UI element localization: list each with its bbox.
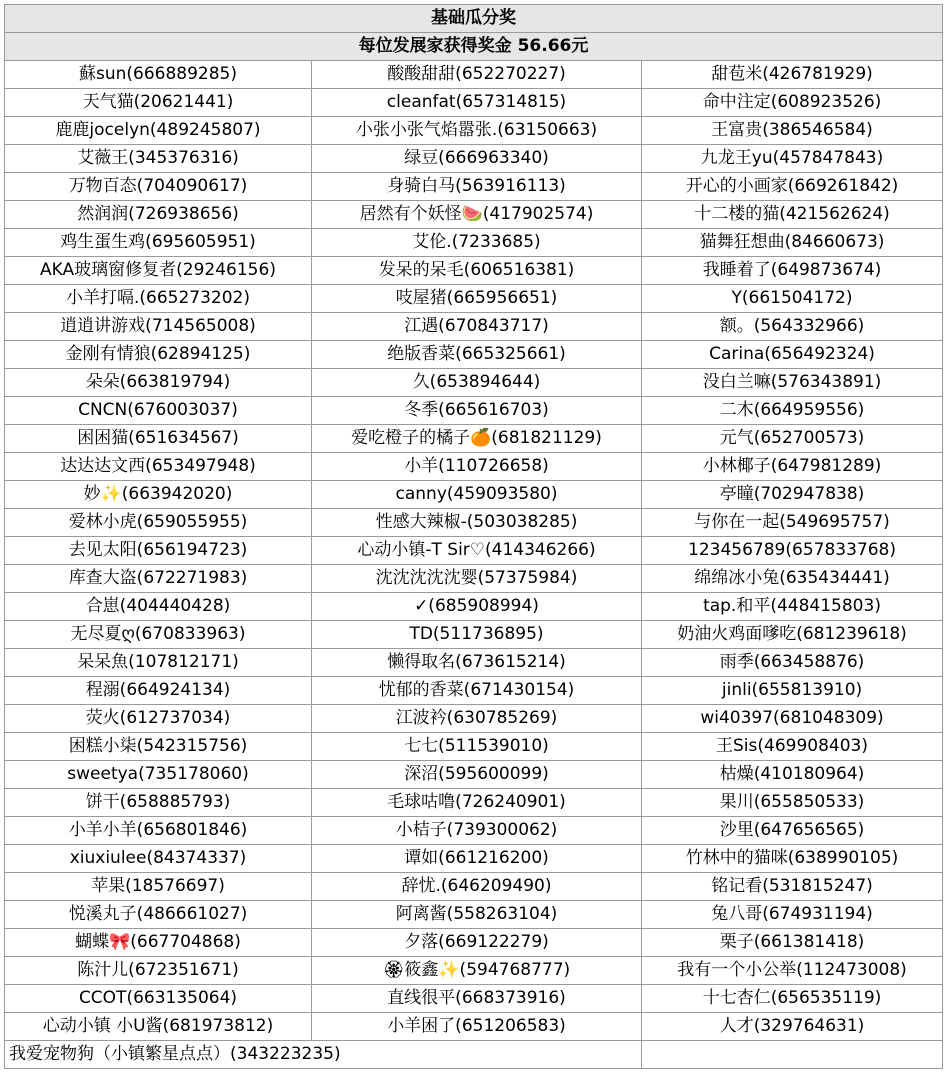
- table-row: [5, 425, 943, 453]
- sheet-subtitle: 每位发展家获得奖金 56.66元: [5, 33, 943, 61]
- name-cell: 饼干(658885793): [5, 789, 312, 817]
- name-cell: 枯燥(410180964): [642, 761, 943, 789]
- table-row: [5, 649, 943, 677]
- name-cell: 蘇sun(666889285): [5, 61, 312, 89]
- sheet-title: 基础瓜分奖: [5, 5, 943, 33]
- name-cell: 十七杏仁(656535119): [642, 985, 943, 1013]
- name-cell: 甜苞米(426781929): [642, 61, 943, 89]
- name-cell: 沙里(647656565): [642, 817, 943, 845]
- table-row: [5, 369, 943, 397]
- name-cell: 奶油火鸡面嗲吃(681239618): [642, 621, 943, 649]
- empty-cell: [642, 1041, 943, 1069]
- name-cell: 我有一个小公举(112473008): [642, 957, 943, 985]
- name-cell: 王富贵(386546584): [642, 117, 943, 145]
- name-cell: 亭瞳(702947838): [642, 481, 943, 509]
- table-row: [5, 873, 943, 901]
- table-row: [5, 285, 943, 313]
- name-cell: 小林椰子(647981289): [642, 453, 943, 481]
- table-row: [5, 789, 943, 817]
- name-cell: 九龙王yu(457847843): [642, 145, 943, 173]
- name-cell: 123456789(657833768): [642, 537, 943, 565]
- name-cell: 开心的小画家(669261842): [642, 173, 943, 201]
- name-cell: 忧郁的香菜(671430154): [312, 677, 642, 705]
- name-cell: 深沼(595600099): [312, 761, 642, 789]
- table-row: [5, 733, 943, 761]
- table-row: [5, 201, 943, 229]
- name-cell: 艾薇王(345376316): [5, 145, 312, 173]
- table-row: [5, 593, 943, 621]
- name-cell: 程溺(664924134): [5, 677, 312, 705]
- name-cell: 小张小张气焰嚣张.(63150663): [312, 117, 642, 145]
- name-cell: 艾伦.(7233685): [312, 229, 642, 257]
- name-cell: 绵绵冰小兔(635434441): [642, 565, 943, 593]
- name-cell: 发呆的呆毛(606516381): [312, 257, 642, 285]
- name-cell: 心动小镇-T Sir♡(414346266): [312, 537, 642, 565]
- name-cell: 陈汁儿(672351671): [5, 957, 312, 985]
- table-row: [5, 845, 943, 873]
- name-cell: 兔八哥(674931194): [642, 901, 943, 929]
- table-row: [5, 397, 943, 425]
- table-row: [5, 117, 943, 145]
- name-cell: 爱林小虎(659055955): [5, 509, 312, 537]
- name-cell: 辞忧.(646209490): [312, 873, 642, 901]
- name-cell: 困糕小柒(542315756): [5, 733, 312, 761]
- name-cell: 额。(564332966): [642, 313, 943, 341]
- name-cell: 栗子(661381418): [642, 929, 943, 957]
- name-cell: 性感大辣椒-(503038285): [312, 509, 642, 537]
- name-cell: 🏵筱鑫✨(594768777): [312, 957, 642, 985]
- last-row: [5, 1041, 943, 1069]
- name-cell: 久(653894644): [312, 369, 642, 397]
- table-row: [5, 145, 943, 173]
- name-cell: 小羊(110726658): [312, 453, 642, 481]
- name-cell: 绝版香菜(665325661): [312, 341, 642, 369]
- name-cell: 鸡生蛋生鸡(695605951): [5, 229, 312, 257]
- table-row: [5, 173, 943, 201]
- name-cell: 谭如(661216200): [312, 845, 642, 873]
- title-row: [5, 5, 943, 33]
- table-row: [5, 257, 943, 285]
- name-cell: 猫舞狂想曲(84660673): [642, 229, 943, 257]
- name-cell: 酸酸甜甜(652270227): [312, 61, 642, 89]
- table-row: [5, 453, 943, 481]
- name-cell: 懒得取名(673615214): [312, 649, 642, 677]
- name-cell: 我睡着了(649873674): [642, 257, 943, 285]
- name-cell: 小羊困了(651206583): [312, 1013, 642, 1041]
- name-cell: 冬季(665616703): [312, 397, 642, 425]
- name-cell: 无尽夏ღ(670833963): [5, 621, 312, 649]
- name-cell: canny(459093580): [312, 481, 642, 509]
- name-cell: 小羊打嗝.(665273202): [5, 285, 312, 313]
- table-row: [5, 565, 943, 593]
- name-cell: 江波衿(630785269): [312, 705, 642, 733]
- name-cell: 小桔子(739300062): [312, 817, 642, 845]
- table-row: [5, 313, 943, 341]
- name-cell: 居然有个妖怪🍉(417902574): [312, 201, 642, 229]
- subtitle-row: [5, 33, 943, 61]
- name-cell: 人才(329764631): [642, 1013, 943, 1041]
- table-row: [5, 677, 943, 705]
- name-cell: 阿离酱(558263104): [312, 901, 642, 929]
- name-cell: 鹿鹿jocelyn(489245807): [5, 117, 312, 145]
- name-cell: 苹果(18576697): [5, 873, 312, 901]
- table-row: [5, 481, 943, 509]
- name-cell: 铭记看(531815247): [642, 873, 943, 901]
- name-cell: sweetya(735178060): [5, 761, 312, 789]
- name-cell: 身骑白马(563916113): [312, 173, 642, 201]
- reward-sheet: [4, 4, 943, 1069]
- name-cell: 朵朵(663819794): [5, 369, 312, 397]
- name-cell: 天气猫(20621441): [5, 89, 312, 117]
- name-cell: cleanfat(657314815): [312, 89, 642, 117]
- name-cell: 呆呆魚(107812171): [5, 649, 312, 677]
- name-cell: 达达达文西(653497948): [5, 453, 312, 481]
- table-row: [5, 705, 943, 733]
- name-cell: 合崽(404440428): [5, 593, 312, 621]
- name-cell: 七七(511539010): [312, 733, 642, 761]
- name-cell: 逍逍讲游戏(714565008): [5, 313, 312, 341]
- name-cell: 悦溪丸子(486661027): [5, 901, 312, 929]
- table-row: [5, 61, 943, 89]
- name-cell: 雨季(663458876): [642, 649, 943, 677]
- name-cell: 沈沈沈沈沈婴(57375984): [312, 565, 642, 593]
- name-cell: 与你在一起(549695757): [642, 509, 943, 537]
- name-cell: 万物百态(704090617): [5, 173, 312, 201]
- table-row: [5, 89, 943, 117]
- table-row: [5, 901, 943, 929]
- last-row-cell: 我爱宠物狗（小镇繁星点点）(343223235): [5, 1041, 642, 1069]
- name-cell: 金刚有情狼(62894125): [5, 341, 312, 369]
- table-row: [5, 929, 943, 957]
- table-row: [5, 761, 943, 789]
- name-cell: 困困猫(651634567): [5, 425, 312, 453]
- name-cell: 毛球咕噜(726240901): [312, 789, 642, 817]
- name-cell: 然润润(726938656): [5, 201, 312, 229]
- name-cell: 爱吃橙子的橘子🍊(681821129): [312, 425, 642, 453]
- name-cell: 小羊小羊(656801846): [5, 817, 312, 845]
- name-cell: 绿豆(666963340): [312, 145, 642, 173]
- name-cell: 竹林中的猫咪(638990105): [642, 845, 943, 873]
- table-row: [5, 1013, 943, 1041]
- table-row: [5, 229, 943, 257]
- table-row: [5, 985, 943, 1013]
- name-cell: CNCN(676003037): [5, 397, 312, 425]
- table-row: [5, 509, 943, 537]
- name-cell: 去见太阳(656194723): [5, 537, 312, 565]
- name-cell: Y(661504172): [642, 285, 943, 313]
- sheet-body: [5, 5, 943, 1069]
- table-row: [5, 817, 943, 845]
- table-row: [5, 621, 943, 649]
- name-cell: 元气(652700573): [642, 425, 943, 453]
- name-cell: 二木(664959556): [642, 397, 943, 425]
- name-cell: 王Sis(469908403): [642, 733, 943, 761]
- name-cell: wi40397(681048309): [642, 705, 943, 733]
- table-row: [5, 341, 943, 369]
- name-cell: CCOT(663135064): [5, 985, 312, 1013]
- name-cell: 蝴蝶🎀(667704868): [5, 929, 312, 957]
- name-cell: 库查大盗(672271983): [5, 565, 312, 593]
- name-cell: Carina(656492324): [642, 341, 943, 369]
- table-row: [5, 957, 943, 985]
- name-cell: 命中注定(608923526): [642, 89, 943, 117]
- name-cell: 十二楼的猫(421562624): [642, 201, 943, 229]
- name-cell: 直线很平(668373916): [312, 985, 642, 1013]
- name-cell: 吱屋猪(665956651): [312, 285, 642, 313]
- name-cell: AKA玻璃窗修复者(29246156): [5, 257, 312, 285]
- name-cell: 荧火(612737034): [5, 705, 312, 733]
- name-cell: tap.和平(448415803): [642, 593, 943, 621]
- name-cell: jinli(655813910): [642, 677, 943, 705]
- name-cell: 妙✨(663942020): [5, 481, 312, 509]
- name-cell: 没白兰嘛(576343891): [642, 369, 943, 397]
- name-cell: xiuxiulee(84374337): [5, 845, 312, 873]
- name-cell: 心动小镇 小U酱(681973812): [5, 1013, 312, 1041]
- name-cell: 果川(655850533): [642, 789, 943, 817]
- name-cell: ✓(685908994): [312, 593, 642, 621]
- name-cell: 夕落(669122279): [312, 929, 642, 957]
- name-cell: 江遇(670843717): [312, 313, 642, 341]
- table-row: [5, 537, 943, 565]
- name-cell: TD(511736895): [312, 621, 642, 649]
